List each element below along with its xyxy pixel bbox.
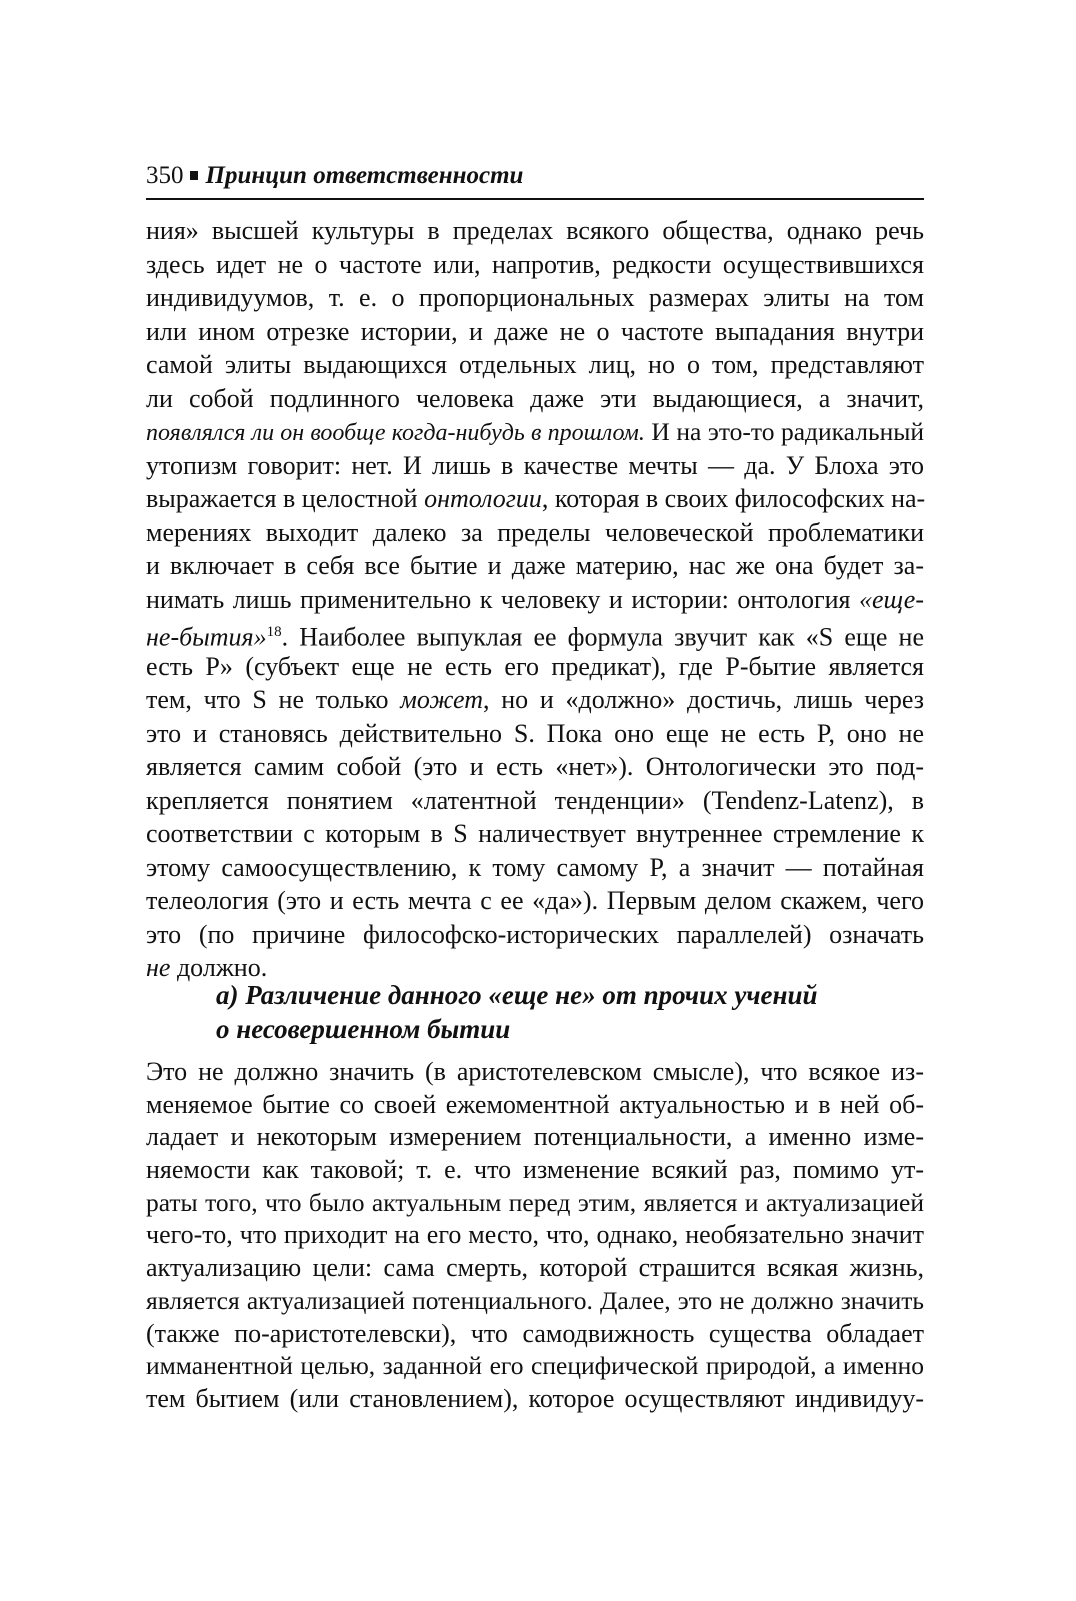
emphasis-text: онтологии [424, 484, 542, 513]
text-line: есть P» (субъект еще не есть его предикат), где P-бытие является [146, 651, 924, 681]
paragraph-2 [146, 1056, 924, 1416]
page-number: 350 [146, 162, 184, 189]
text-line: не-бытия»$^{18}$. Наиболее выпуклая ее формула звучит как «S еще не [146, 622, 924, 652]
text-line: соответствии с которым в S наличествует внутреннее стремление к [146, 819, 924, 848]
text-line: нимать лишь применительно к человеку и истории: онтология «еще- [146, 584, 924, 614]
text-line: меняемое бытие со своей ежемоментной актуальностью и в ней об- [146, 1089, 924, 1119]
text-line: няемости как таковой; т. е. что изменение всякий раз, помимо ут- [146, 1155, 924, 1185]
emphasis-text: не-бытия» [146, 622, 267, 652]
square-bullet-icon [190, 171, 198, 180]
section-subheading [216, 978, 916, 1046]
text-line: раты того, что было актуальным перед этим, является и актуализацией [146, 1187, 924, 1217]
footnote-ref: 18 [266, 624, 282, 640]
text-line: утопизм говорит: нет. И лишь в качестве мечты — да. У Блоха это [146, 450, 924, 480]
text-line: является актуализацией потенциального. Далее, это не должно значить [146, 1285, 924, 1315]
text-line: (также по-аристотелевски), что самодвижность существа обладает [146, 1318, 924, 1348]
text-line: крепляется понятием «латентной тенденции» (Tendenz-Latenz), в [146, 785, 924, 815]
text-line: актуализацию цели: сама смерть, которой страшится всякая жизнь, [146, 1253, 924, 1283]
emphasis-text: появлялся ли он вообще когда-нибудь в прошлом. [146, 420, 645, 446]
paragraph-1 [146, 214, 924, 985]
text-line: имманентной целью, заданной его специфической природой, а именно [146, 1351, 924, 1381]
text-line: ния» высшей культуры в пределах всякого общества, однако речь [146, 216, 924, 245]
text-line: выражается в целостной онтологии, которая в своих философских на- [146, 484, 926, 513]
text-line: ладает и некоторым измерением потенциальности, а именно изме- [146, 1122, 924, 1152]
text-line: Это не должно значить (в аристотелевском смысле), что всякое из- [146, 1057, 924, 1086]
subheading-line: о несовершенном бытии [216, 1014, 511, 1044]
text-line: и включает в себя все бытие и даже материю, нас же она будет за- [146, 551, 924, 580]
text-line: это и становясь действительно S. Пока оно еще не есть P, оно не [146, 718, 924, 748]
text-line: тем, что S не только может, но и «должно» достичь, лишь через [146, 685, 925, 714]
text-line: это (по причине философско-исторических параллелей) означать [146, 919, 924, 949]
text-line: этому самоосуществлению, к тому самому P, а значит — потайная [146, 852, 924, 882]
text-line: чего-то, что приходит на его место, что, однако, необязательно значит [146, 1220, 924, 1250]
subheading-line: а) Различение данного «еще не» от прочих учений [216, 980, 818, 1010]
text-line: является самим собой (это и есть «нет»). Онтологически это под- [146, 752, 924, 781]
text-line: или ином отрезке истории, и даже не о частоте выпадания внутри [146, 316, 924, 346]
text-line: не должно. [146, 953, 268, 982]
text-line: телеология (это и есть мечта с ее «да»). Первым делом скажем, чего [146, 886, 924, 915]
emphasis-text: не [146, 953, 171, 982]
text-line: появлялся ли он вообще когда-нибудь в прошлом. И на это-то радикальный [146, 417, 924, 446]
emphasis-text: может [400, 685, 484, 714]
text-line: здесь идет не о частоте или, напротив, редкости осуществившихся [146, 249, 924, 279]
emphasis-text: «еще- [858, 584, 924, 614]
running-title: Принцип ответственности [205, 162, 524, 189]
running-header [146, 158, 924, 200]
text-line: тем бытием (или становлением), которое осуществляют индивидуу- [146, 1383, 924, 1413]
text-line: самой элиты выдающихся отдельных лиц, но о том, представляют [146, 350, 924, 379]
text-line: ли собой подлинного человека даже эти выдающиеся, а значит, [146, 383, 924, 413]
text-line: индивидуумов, т. е. о пропорциональных размерах элиты на том [146, 283, 924, 312]
text-line: мерениях выходит далеко за пределы человеческой проблематики [146, 517, 924, 547]
